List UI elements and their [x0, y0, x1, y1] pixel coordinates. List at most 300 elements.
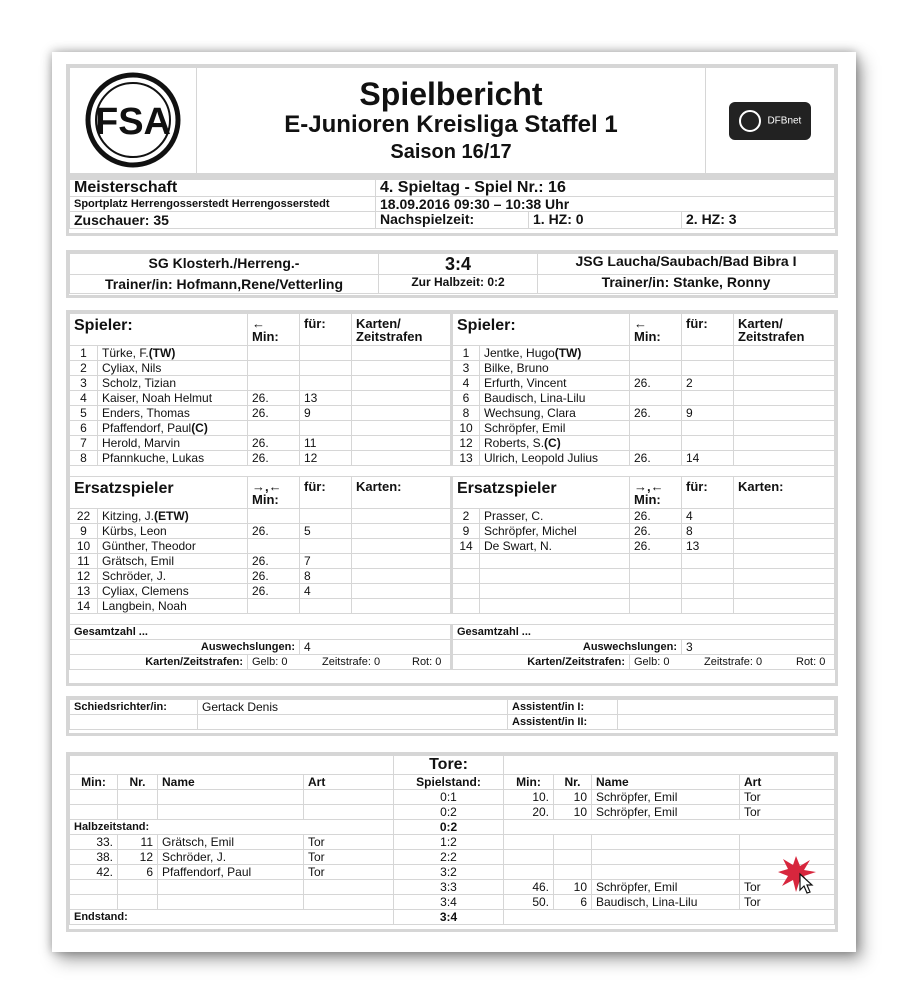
goal-player-name	[158, 880, 304, 895]
player-name-text: Wechsung, Clara	[484, 406, 576, 420]
player-sub-minute: 26.	[630, 376, 682, 391]
player-name	[98, 346, 248, 361]
home-goal-nr-header: Nr.	[118, 775, 158, 790]
goal-type: Tor	[740, 805, 835, 820]
player-sub-for	[682, 436, 734, 451]
player-cards	[352, 346, 452, 361]
goal-row	[70, 790, 835, 805]
home-players-label: Spieler:	[70, 314, 248, 346]
player-sub-minute	[630, 584, 682, 599]
player-cards	[352, 391, 452, 406]
player-number: 5	[70, 406, 98, 421]
player-sub-minute	[630, 436, 682, 451]
goal-player-nr	[118, 790, 158, 805]
goal-row	[70, 805, 835, 820]
player-sub-for: 4	[300, 584, 352, 599]
player-sub-minute	[248, 539, 300, 554]
goal-player-nr: 6	[118, 865, 158, 880]
home-cards-total-label: Karten/Zeitstrafen:	[70, 655, 248, 670]
player-number: 8	[70, 451, 98, 466]
goal-type: Tor	[740, 790, 835, 805]
venue: Sportplatz Herrengosserstedt Herrengosserstedt	[70, 197, 376, 212]
away-subs-cards-label: Karten:	[734, 477, 835, 509]
player-sub-for	[300, 346, 352, 361]
player-cards	[734, 376, 835, 391]
halftime-score: Zur Halbzeit: 0:2	[379, 275, 538, 294]
goals-title: Tore:	[394, 756, 504, 775]
player-cards	[734, 554, 835, 569]
goal-minute	[504, 850, 554, 865]
player-sub-for: 7	[300, 554, 352, 569]
dfb-emblem-icon	[739, 110, 761, 132]
player-name	[480, 509, 630, 524]
player-name-text: Türke, F.	[102, 346, 149, 360]
player-number: 1	[452, 346, 480, 361]
player-sub-minute	[248, 599, 300, 614]
player-cards	[734, 406, 835, 421]
player-sub-for: 4	[682, 509, 734, 524]
player-cards	[734, 346, 835, 361]
player-cards	[352, 421, 452, 436]
goal-player-nr: 12	[118, 850, 158, 865]
goal-minute: 50.	[504, 895, 554, 910]
player-sub-minute: 26.	[248, 406, 300, 421]
table-row	[70, 584, 835, 599]
player-number: 8	[452, 406, 480, 421]
goal-minute	[504, 865, 554, 880]
player-number	[452, 569, 480, 584]
away-goal-type-header: Art	[740, 775, 835, 790]
player-sub-for	[682, 346, 734, 361]
report-header	[66, 64, 838, 176]
goal-player-nr	[118, 895, 158, 910]
goal-row	[70, 850, 835, 865]
goal-player-name: Schröpfer, Emil	[592, 880, 740, 895]
home-subs-count: 4	[300, 640, 452, 655]
player-name-text: Jentke, Hugo	[484, 346, 555, 360]
player-name-role: (C)	[544, 436, 561, 450]
player-name-text: Ulrich, Leopold Julius	[484, 451, 599, 465]
player-name-text: Kaiser, Noah Helmut	[102, 391, 213, 405]
table-row	[70, 361, 835, 376]
assistant2-label: Assistent/in II:	[508, 715, 618, 730]
match-report-sheet	[52, 52, 856, 952]
goal-player-nr	[554, 865, 592, 880]
away-goal-name-header: Name	[592, 775, 740, 790]
player-cards	[734, 436, 835, 451]
player-name	[98, 376, 248, 391]
player-sub-minute	[248, 376, 300, 391]
player-cards	[734, 539, 835, 554]
player-name-text: Schröder, J.	[102, 569, 167, 583]
player-cards	[352, 524, 452, 539]
player-sub-minute: 26.	[248, 451, 300, 466]
fsa-logo	[70, 68, 197, 175]
goal-running-score: 2:2	[394, 850, 504, 865]
player-cards	[352, 406, 452, 421]
table-row	[70, 436, 835, 451]
overtime-half1: 1. HZ: 0	[529, 212, 682, 229]
goal-player-nr: 6	[554, 895, 592, 910]
player-sub-minute: 26.	[630, 406, 682, 421]
player-name	[98, 421, 248, 436]
away-cards-total-label: Karten/Zeitstrafen:	[452, 655, 630, 670]
halftime-score-label: Halbzeitstand:	[70, 820, 394, 835]
player-name	[98, 391, 248, 406]
goal-player-name: Schröder, J.	[158, 850, 304, 865]
goal-row	[70, 880, 835, 895]
goal-player-name: Grätsch, Emil	[158, 835, 304, 850]
page-title: Spielbericht	[359, 76, 543, 112]
player-name	[480, 554, 630, 569]
mouse-cursor-icon	[778, 854, 818, 894]
away-red-count: Rot: 0	[796, 656, 826, 668]
goal-player-name	[158, 790, 304, 805]
lineups-block	[66, 310, 838, 686]
competition-type: Meisterschaft	[70, 180, 376, 197]
away-min-label: ← Min:	[630, 314, 682, 346]
goal-running-score: 1:2	[394, 835, 504, 850]
player-number: 9	[452, 524, 480, 539]
player-name-text: Pfannkuche, Lukas	[102, 451, 205, 465]
players-header	[70, 314, 835, 346]
player-sub-minute: 26.	[630, 539, 682, 554]
player-name-role: (C)	[191, 421, 208, 435]
player-sub-for	[300, 539, 352, 554]
player-name	[480, 436, 630, 451]
player-sub-minute	[630, 391, 682, 406]
player-sub-minute: 26.	[630, 451, 682, 466]
away-cards-label: Karten/ Zeitstrafen	[734, 314, 835, 346]
goal-player-nr: 10	[554, 790, 592, 805]
goal-player-nr: 11	[118, 835, 158, 850]
player-name	[480, 421, 630, 436]
player-cards	[352, 509, 452, 524]
away-subs-count: 3	[682, 640, 835, 655]
player-cards	[352, 569, 452, 584]
season-label: Saison 16/17	[390, 141, 512, 163]
player-cards	[352, 584, 452, 599]
goal-running-score: 3:4	[394, 895, 504, 910]
away-for-label: für:	[682, 314, 734, 346]
player-name-text: Cyliax, Nils	[102, 361, 162, 375]
player-cards	[734, 421, 835, 436]
home-subs-label: Ersatzspieler	[70, 477, 248, 509]
goal-player-name	[158, 805, 304, 820]
player-cards	[352, 554, 452, 569]
match-datetime: 18.09.2016 09:30 – 10:38 Uhr	[376, 197, 835, 212]
goal-type	[304, 790, 394, 805]
referee-name: Gertack Denis	[198, 700, 508, 715]
player-cards	[734, 599, 835, 614]
home-team: SG Klosterh./Herreng.-	[70, 254, 379, 275]
goal-minute: 20.	[504, 805, 554, 820]
player-sub-for: 9	[300, 406, 352, 421]
player-number: 4	[452, 376, 480, 391]
player-name	[98, 406, 248, 421]
player-name	[480, 406, 630, 421]
player-sub-minute	[630, 554, 682, 569]
goal-minute	[504, 835, 554, 850]
dfbnet-logo-text: DFBnet	[767, 115, 802, 127]
player-sub-minute	[630, 569, 682, 584]
goal-player-name: Pfaffendorf, Paul	[158, 865, 304, 880]
goal-type: Tor	[304, 865, 394, 880]
goal-minute: 46.	[504, 880, 554, 895]
goal-minute: 33.	[70, 835, 118, 850]
player-sub-for: 8	[682, 524, 734, 539]
matchday: 4. Spieltag - Spiel Nr.: 16	[376, 180, 835, 197]
player-number: 14	[70, 599, 98, 614]
player-sub-for	[682, 569, 734, 584]
table-row	[70, 524, 835, 539]
player-sub-minute: 26.	[248, 584, 300, 599]
player-sub-for	[300, 376, 352, 391]
player-name-text: Herold, Marvin	[102, 436, 181, 450]
match-info	[66, 176, 838, 236]
dfbnet-logo	[706, 68, 835, 175]
assistant1-label: Assistent/in I:	[508, 700, 618, 715]
player-sub-for	[682, 554, 734, 569]
player-name	[98, 524, 248, 539]
goal-type	[740, 835, 835, 850]
player-cards	[734, 361, 835, 376]
player-sub-minute: 26.	[630, 509, 682, 524]
player-name-text: Erfurth, Vincent	[484, 376, 567, 390]
table-row	[70, 451, 835, 466]
player-name	[480, 376, 630, 391]
player-sub-for	[682, 421, 734, 436]
player-sub-for	[682, 361, 734, 376]
player-sub-for	[682, 584, 734, 599]
player-name-text: Günther, Theodor	[102, 539, 196, 553]
player-number	[452, 554, 480, 569]
final-score-label: Endstand:	[70, 910, 394, 925]
table-row	[70, 569, 835, 584]
player-name	[480, 539, 630, 554]
player-sub-minute	[248, 421, 300, 436]
subs-header	[70, 477, 835, 509]
player-name-role: (TW)	[554, 346, 582, 360]
goal-player-nr: 10	[554, 805, 592, 820]
overtime-half2: 2. HZ: 3	[682, 212, 835, 229]
player-number: 12	[70, 569, 98, 584]
player-sub-for	[300, 421, 352, 436]
away-subs-label: Ersatzspieler	[452, 477, 630, 509]
player-name	[480, 599, 630, 614]
player-name	[480, 524, 630, 539]
player-number: 6	[452, 391, 480, 406]
player-sub-for: 13	[300, 391, 352, 406]
player-name	[480, 584, 630, 599]
home-goal-type-header: Art	[304, 775, 394, 790]
player-name	[480, 346, 630, 361]
goal-type: Tor	[304, 835, 394, 850]
player-sub-for	[682, 391, 734, 406]
fsa-logo-icon	[85, 72, 181, 168]
player-sub-minute: 26.	[248, 554, 300, 569]
player-number: 13	[452, 451, 480, 466]
player-sub-for	[300, 599, 352, 614]
player-name-text: De Swart, N.	[484, 539, 553, 553]
player-name	[98, 569, 248, 584]
goal-row	[70, 895, 835, 910]
goal-minute	[70, 880, 118, 895]
player-cards	[734, 509, 835, 524]
player-number: 2	[70, 361, 98, 376]
player-name-text: Schröpfer, Emil	[484, 421, 566, 435]
referee-block	[66, 696, 838, 736]
player-sub-for: 11	[300, 436, 352, 451]
goal-type	[304, 805, 394, 820]
goal-minute: 42.	[70, 865, 118, 880]
goal-running-score: 3:2	[394, 865, 504, 880]
player-name-text: Pfaffendorf, Paul	[102, 421, 192, 435]
player-name-text: Kürbs, Leon	[102, 524, 167, 538]
away-team: JSG Laucha/Saubach/Bad Bibra I	[538, 254, 835, 275]
player-sub-for	[300, 509, 352, 524]
table-row	[70, 346, 835, 361]
goal-minute	[70, 895, 118, 910]
fsa-logo-text: FSA	[95, 100, 171, 143]
away-subs-count-label: Auswechslungen:	[452, 640, 682, 655]
player-name-text: Kitzing, J.	[102, 509, 155, 523]
player-name-text: Schröpfer, Michel	[484, 524, 577, 538]
player-sub-for: 5	[300, 524, 352, 539]
table-row	[70, 599, 835, 614]
player-cards	[734, 524, 835, 539]
player-cards	[734, 569, 835, 584]
player-sub-minute	[630, 361, 682, 376]
home-subs-count-label: Auswechslungen:	[70, 640, 300, 655]
goal-player-name: Baudisch, Lina-Lilu	[592, 895, 740, 910]
assistant2-name	[618, 715, 835, 730]
player-cards	[352, 376, 452, 391]
home-trainer: Trainer/in: Hofmann,Rene/Vetterling	[70, 275, 379, 294]
player-cards	[352, 539, 452, 554]
player-name-text: Cyliax, Clemens	[102, 584, 189, 598]
player-name	[98, 539, 248, 554]
player-number: 11	[70, 554, 98, 569]
goal-type	[304, 895, 394, 910]
goal-row	[70, 820, 835, 835]
player-number: 1	[70, 346, 98, 361]
goal-type	[304, 880, 394, 895]
away-trainer: Trainer/in: Stanke, Ronny	[538, 275, 835, 294]
table-row	[70, 554, 835, 569]
player-sub-minute	[630, 599, 682, 614]
player-name-text: Roberts, S.	[484, 436, 545, 450]
player-sub-minute: 26.	[248, 391, 300, 406]
goal-type: Tor	[740, 895, 835, 910]
player-name-text: Scholz, Tizian	[102, 376, 177, 390]
player-name	[98, 599, 248, 614]
player-sub-minute: 26.	[630, 524, 682, 539]
final-score: 3:4	[379, 254, 538, 275]
player-number: 3	[70, 376, 98, 391]
table-row	[70, 391, 835, 406]
goal-running-score: 0:1	[394, 790, 504, 805]
competition-title: E-Junioren Kreisliga Staffel 1	[284, 111, 618, 138]
player-number	[452, 599, 480, 614]
table-row	[70, 406, 835, 421]
player-name	[98, 554, 248, 569]
goal-player-nr	[118, 880, 158, 895]
goal-player-name	[592, 835, 740, 850]
player-number: 10	[70, 539, 98, 554]
table-row	[70, 376, 835, 391]
player-cards	[352, 436, 452, 451]
spectators: Zuschauer: 35	[70, 212, 376, 229]
home-yellow-count: Gelb: 0	[252, 656, 288, 668]
away-total-label: Gesamtzahl ...	[452, 625, 835, 640]
player-cards	[352, 599, 452, 614]
teams-block	[66, 250, 838, 298]
overtime-label: Nachspielzeit:	[376, 212, 529, 229]
player-number	[452, 584, 480, 599]
player-sub-for	[682, 599, 734, 614]
player-name	[480, 569, 630, 584]
home-subs-min-label: →,← Min:	[248, 477, 300, 509]
player-sub-minute: 26.	[248, 524, 300, 539]
home-goal-min-header: Min:	[70, 775, 118, 790]
player-number: 10	[452, 421, 480, 436]
home-goal-name-header: Name	[158, 775, 304, 790]
player-name	[98, 451, 248, 466]
goal-player-name	[158, 895, 304, 910]
player-number: 9	[70, 524, 98, 539]
home-for-label: für:	[300, 314, 352, 346]
player-sub-for: 9	[682, 406, 734, 421]
player-cards	[734, 584, 835, 599]
assistant1-name	[618, 700, 835, 715]
home-subs-for-label: für:	[300, 477, 352, 509]
player-sub-for: 2	[682, 376, 734, 391]
away-goal-min-header: Min:	[504, 775, 554, 790]
away-goal-nr-header: Nr.	[554, 775, 592, 790]
player-name-text: Enders, Thomas	[102, 406, 190, 420]
player-sub-minute	[630, 346, 682, 361]
goal-row	[70, 835, 835, 850]
player-name-text: Grätsch, Emil	[102, 554, 175, 568]
home-min-label: ← Min:	[248, 314, 300, 346]
goal-running-score: 0:2	[394, 805, 504, 820]
away-subs-min-label: →,← Min:	[630, 477, 682, 509]
goal-player-nr	[118, 805, 158, 820]
player-number: 13	[70, 584, 98, 599]
player-number: 14	[452, 539, 480, 554]
away-time-penalty-count: Zeitstrafe: 0	[704, 656, 763, 668]
player-sub-minute	[248, 361, 300, 376]
player-number: 12	[452, 436, 480, 451]
goal-player-name	[592, 850, 740, 865]
goal-player-name	[592, 865, 740, 880]
goal-player-nr	[554, 850, 592, 865]
away-subs-for-label: für:	[682, 477, 734, 509]
player-name	[98, 509, 248, 524]
goal-player-nr	[554, 835, 592, 850]
player-name-text: Prasser, C.	[484, 509, 544, 523]
goal-player-nr: 10	[554, 880, 592, 895]
player-name	[480, 391, 630, 406]
table-row	[70, 539, 835, 554]
player-sub-for: 13	[682, 539, 734, 554]
player-name-role: (ETW)	[154, 509, 189, 523]
player-number: 3	[452, 361, 480, 376]
final-score-value: 3:4	[394, 910, 504, 925]
player-name-role: (TW)	[148, 346, 176, 360]
goal-running-score: 0:2	[394, 820, 504, 835]
